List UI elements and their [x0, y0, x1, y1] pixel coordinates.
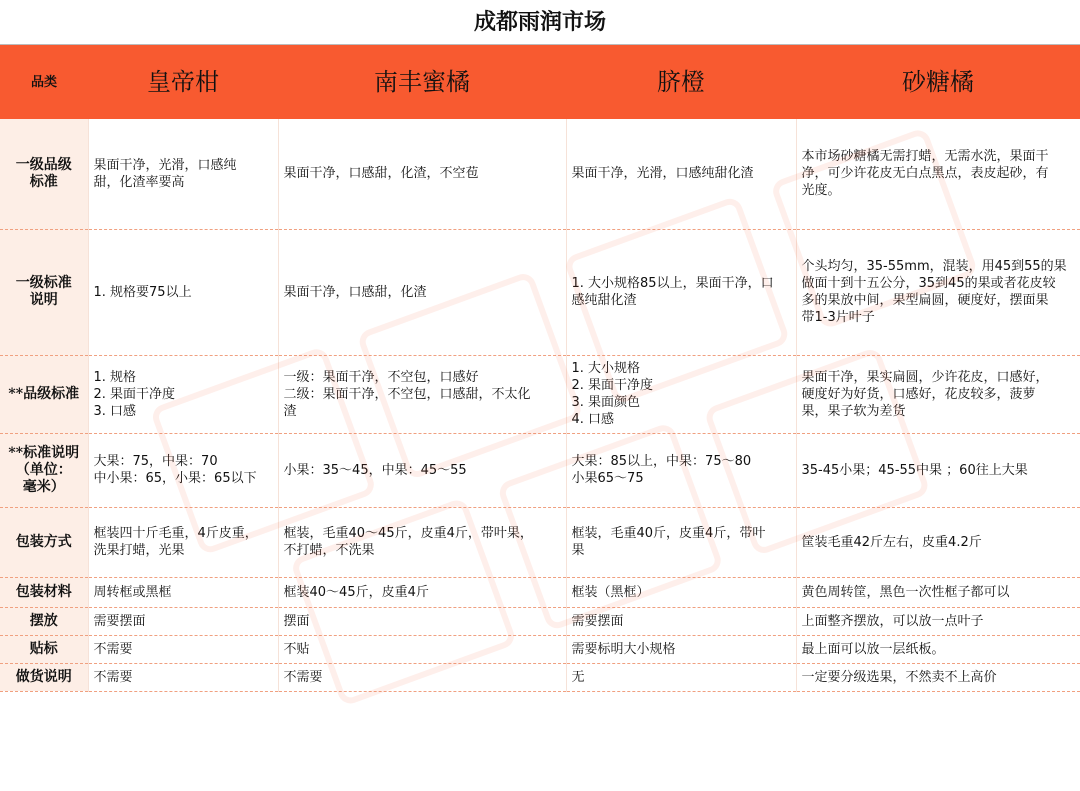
product-header: 南丰蜜橘 [278, 45, 566, 119]
table-cell: 不贴 [278, 635, 566, 663]
table-cell: 周转框或黑框 [88, 577, 278, 607]
table-cell: 1. 规格要75以上 [88, 229, 278, 355]
table-cell: 框装，毛重40斤，皮重4斤，带叶 果 [566, 507, 796, 577]
table-cell: 不需要 [88, 663, 278, 691]
row-label: **标准说明 （单位： 毫米） [0, 433, 88, 507]
table-cell: 果面干净，口感甜，化渣 [278, 229, 566, 355]
table-cell: 果面干净，光滑，口感纯 甜，化渣率要高 [88, 119, 278, 229]
table-cell: 1. 大小规格85以上，果面干净，口 感纯甜化渣 [566, 229, 796, 355]
table-cell: 一定要分级选果，不然卖不上高价 [796, 663, 1080, 691]
table-cell: 本市场砂糖橘无需打蜡，无需水洗，果面干 净，可少许花皮无白点黑点，表皮起砂，有 光度。 [796, 119, 1080, 229]
table-cell: 无 [566, 663, 796, 691]
table-row [0, 507, 1080, 577]
row-label: 一级标准 说明 [0, 229, 88, 355]
table-cell: 筐装毛重42斤左右，皮重4.2斤 [796, 507, 1080, 577]
table-row [0, 355, 1080, 433]
table-cell: 果面干净，口感甜，化渣，不空苞 [278, 119, 566, 229]
grading-table [0, 45, 1080, 692]
table-cell: 框装40～45斤，皮重4斤 [278, 577, 566, 607]
table-row [0, 635, 1080, 663]
row-label: 包装方式 [0, 507, 88, 577]
table-cell: 框装四十斤毛重，4斤皮重， 洗果打蜡，光果 [88, 507, 278, 577]
row-label: 做货说明 [0, 663, 88, 691]
row-label: 贴标 [0, 635, 88, 663]
row-label: 摆放 [0, 607, 88, 635]
row-label: 包装材料 [0, 577, 88, 607]
table-cell: 果面干净，光滑，口感纯甜化渣 [566, 119, 796, 229]
table-cell: 需要标明大小规格 [566, 635, 796, 663]
table-cell: 大果：85以上，中果：75～80 小果65～75 [566, 433, 796, 507]
table-cell: 果面干净，果实扁圆，少许花皮，口感好， 硬度好为好货，口感好，花皮较多，菠萝 果，果子软为差货 [796, 355, 1080, 433]
product-header: 砂糖橘 [796, 45, 1080, 119]
table-row [0, 229, 1080, 355]
table-cell: 小果：35～45，中果：45～55 [278, 433, 566, 507]
table-cell: 黄色周转筐，黑色一次性框子都可以 [796, 577, 1080, 607]
table-cell: 需要摆面 [566, 607, 796, 635]
table-cell: 摆面 [278, 607, 566, 635]
row-label: 一级品级 标准 [0, 119, 88, 229]
table-cell: 需要摆面 [88, 607, 278, 635]
table-cell: 上面整齐摆放，可以放一点叶子 [796, 607, 1080, 635]
header-row [0, 45, 1080, 119]
product-header: 皇帝柑 [88, 45, 278, 119]
table-row [0, 577, 1080, 607]
product-header: 脐橙 [566, 45, 796, 119]
table-row [0, 663, 1080, 691]
table-cell: 不需要 [278, 663, 566, 691]
category-header: 品类 [0, 45, 88, 119]
page-title: 成都雨润市场 [0, 0, 1080, 45]
table-cell: 一级：果面干净，不空包，口感好 二级：果面干净，不空包，口感甜，不太化 渣 [278, 355, 566, 433]
table-row [0, 119, 1080, 229]
table-cell: 1. 大小规格 2. 果面干净度 3. 果面颜色 4. 口感 [566, 355, 796, 433]
table-cell: 35-45小果；45-55中果 ；60往上大果 [796, 433, 1080, 507]
table-cell: 大果：75，中果：70 中小果：65，小果：65以下 [88, 433, 278, 507]
table-row [0, 607, 1080, 635]
table-cell: 最上面可以放一层纸板。 [796, 635, 1080, 663]
table-cell: 不需要 [88, 635, 278, 663]
table-row [0, 433, 1080, 507]
table-cell: 1. 规格 2. 果面干净度 3. 口感 [88, 355, 278, 433]
row-label: **品级标准 [0, 355, 88, 433]
table-cell: 框装，毛重40～45斤，皮重4斤，带叶果， 不打蜡，不洗果 [278, 507, 566, 577]
table-cell: 框装（黑框） [566, 577, 796, 607]
table-cell: 个头均匀，35-55mm，混装，用45到55的果 做面十到十五公分，35到45的果或者花皮较 多的果放中间，果型扁圆，硬度好，摆面果 带1-3片叶子 [796, 229, 1080, 355]
